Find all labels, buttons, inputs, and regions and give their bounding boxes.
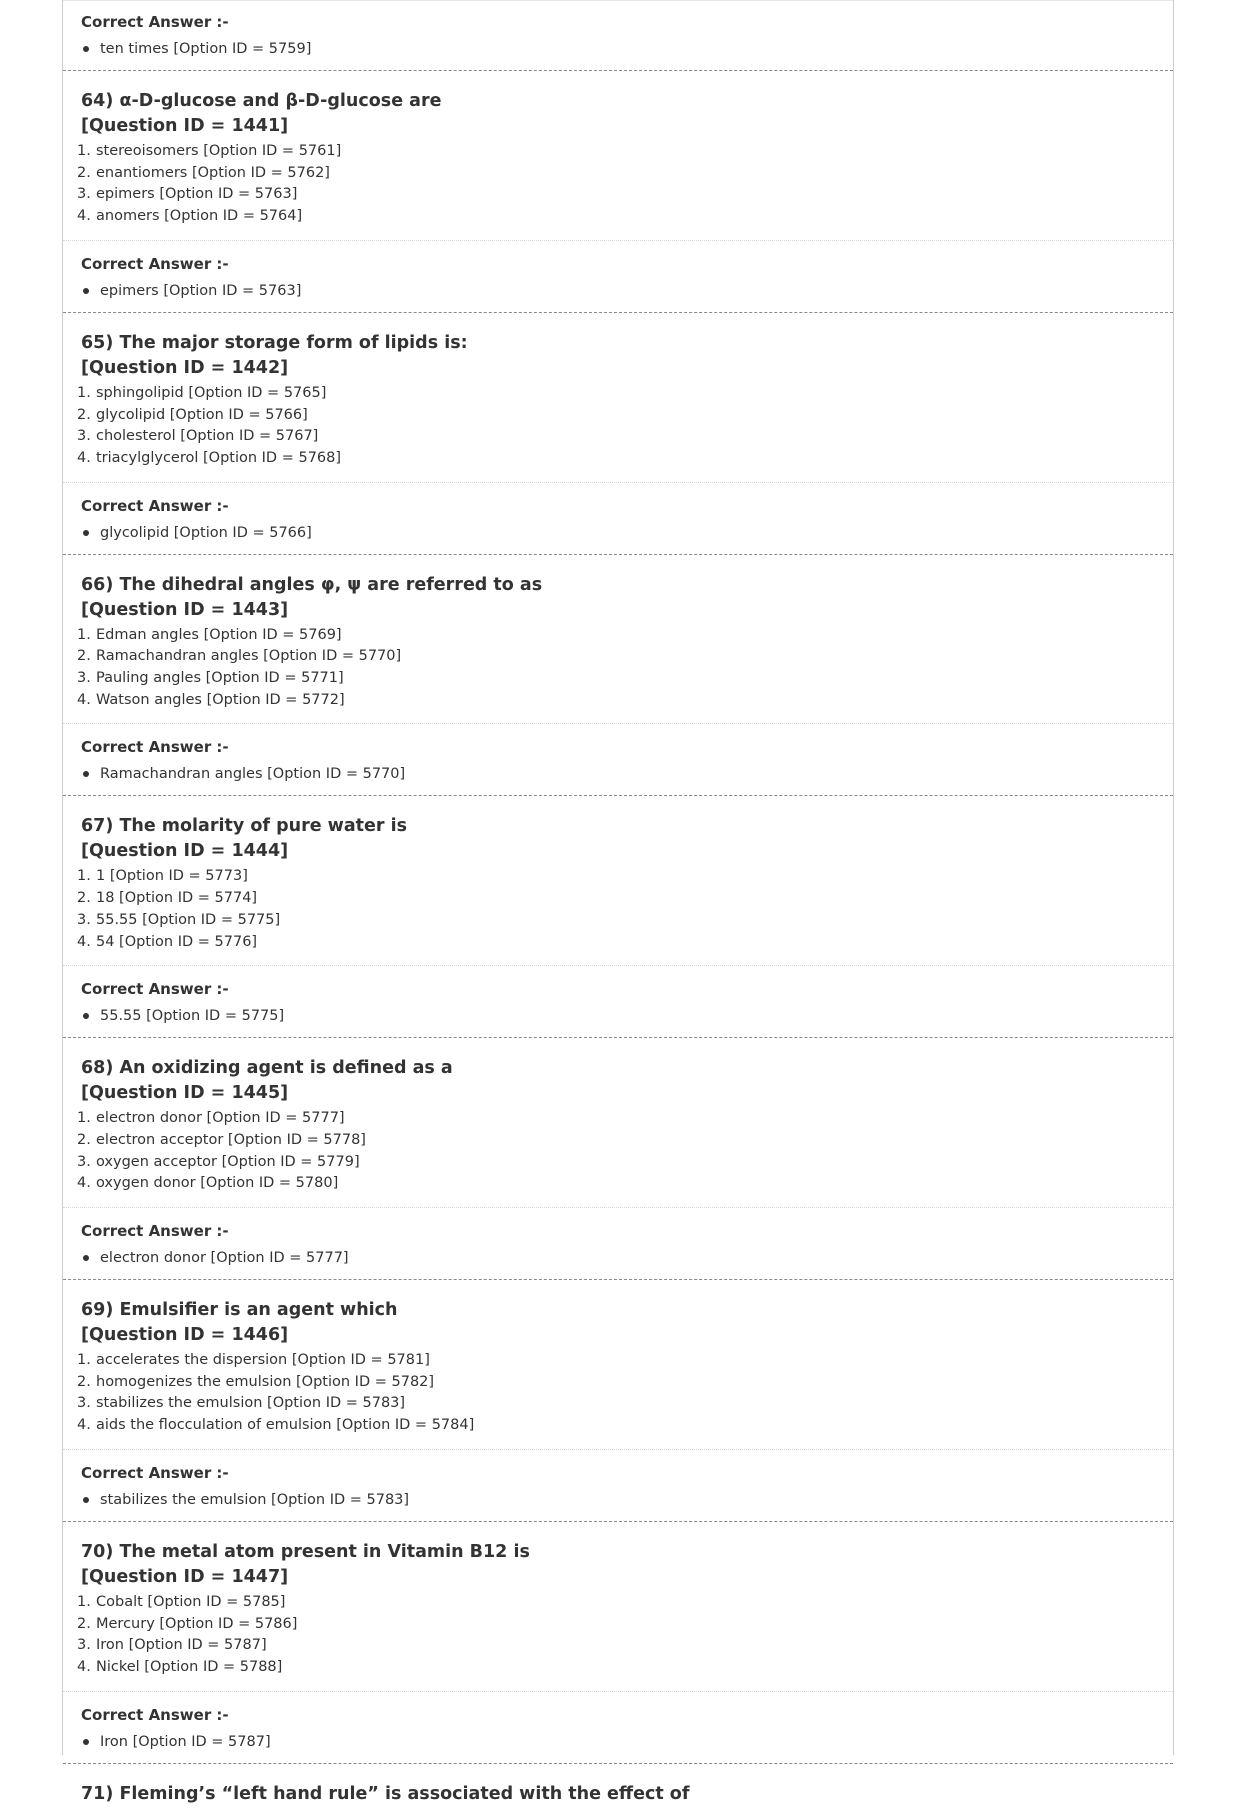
option-number: 2. bbox=[77, 164, 91, 181]
option-item bbox=[63, 668, 1173, 690]
option-number: 4. bbox=[77, 691, 91, 708]
option-item bbox=[63, 866, 1173, 888]
question-id: [Question ID = 1446] bbox=[81, 1325, 289, 1346]
option-number: 3. bbox=[77, 911, 91, 928]
correct-answer-heading: Correct Answer :- bbox=[81, 1705, 229, 1724]
correct-answer-item: stabilizes the emulsion [Option ID = 5783] bbox=[81, 1490, 1155, 1510]
option-number: 1. bbox=[77, 1110, 91, 1127]
question-title: 71) Fleming’s “left hand rule” is associated with the effect of bbox=[81, 1783, 690, 1804]
option-number: 4. bbox=[77, 208, 91, 225]
correct-answer-item: glycolipid [Option ID = 5766] bbox=[81, 523, 1155, 543]
question-block bbox=[63, 555, 1173, 724]
correct-answer-heading: Correct Answer :- bbox=[81, 738, 229, 757]
option-number: 1. bbox=[77, 1352, 91, 1369]
option-number: 1. bbox=[77, 384, 91, 401]
options-list bbox=[63, 1592, 1173, 1679]
option-number: 3. bbox=[77, 670, 91, 687]
option-number: 2. bbox=[77, 648, 91, 665]
correct-answer-list bbox=[81, 1732, 1155, 1752]
question-block bbox=[63, 796, 1173, 965]
option-item bbox=[63, 383, 1173, 405]
correct-answer-section bbox=[63, 0, 1173, 71]
option-number: 4. bbox=[77, 933, 91, 950]
correct-answer-list bbox=[81, 39, 1155, 59]
option-text: Nickel [Option ID = 5788] bbox=[96, 1658, 283, 1675]
correct-answer-item: Ramachandran angles [Option ID = 5770] bbox=[81, 764, 1155, 784]
question-title: 70) The metal atom present in Vitamin B12 is bbox=[81, 1541, 530, 1562]
option-text: electron donor [Option ID = 5777] bbox=[96, 1110, 345, 1127]
option-item bbox=[63, 426, 1173, 448]
option-item bbox=[63, 690, 1173, 712]
option-item bbox=[63, 405, 1173, 427]
correct-answer-heading: Correct Answer :- bbox=[81, 1222, 229, 1241]
question-id: [Question ID = 1441] bbox=[81, 116, 289, 136]
correct-answer-section bbox=[63, 965, 1173, 1038]
correct-answer-item: epimers [Option ID = 5763] bbox=[81, 281, 1155, 301]
option-number: 2. bbox=[77, 1615, 91, 1632]
option-text: Watson angles [Option ID = 5772] bbox=[96, 691, 345, 708]
question-block bbox=[63, 313, 1173, 482]
options-list bbox=[63, 625, 1173, 712]
option-text: Mercury [Option ID = 5786] bbox=[96, 1615, 298, 1632]
option-item bbox=[63, 625, 1173, 647]
question-title: 69) Emulsifier is an agent which bbox=[81, 1300, 398, 1321]
option-number: 4. bbox=[77, 1417, 91, 1434]
options-list bbox=[63, 141, 1173, 228]
option-number: 1. bbox=[77, 868, 91, 885]
question-id: [Question ID = 1442] bbox=[81, 357, 289, 378]
option-item bbox=[63, 1635, 1173, 1657]
option-item bbox=[63, 1592, 1173, 1614]
option-item bbox=[63, 206, 1173, 228]
option-text: sphingolipid [Option ID = 5765] bbox=[96, 384, 327, 401]
option-number: 3. bbox=[77, 186, 91, 203]
correct-answer-heading: Correct Answer :- bbox=[81, 254, 229, 273]
question-block bbox=[63, 1522, 1173, 1691]
option-item bbox=[63, 1173, 1173, 1195]
option-text: cholesterol [Option ID = 5767] bbox=[96, 428, 319, 445]
option-text: anomers [Option ID = 5764] bbox=[96, 208, 303, 225]
option-number: 2. bbox=[77, 890, 91, 907]
option-item bbox=[63, 184, 1173, 206]
option-item bbox=[63, 1350, 1173, 1372]
option-number: 2. bbox=[77, 1131, 91, 1148]
option-text: stabilizes the emulsion [Option ID = 5783] bbox=[96, 1395, 406, 1412]
option-number: 4. bbox=[77, 1175, 91, 1192]
option-item bbox=[63, 910, 1173, 932]
option-text: homogenizes the emulsion [Option ID = 5782] bbox=[96, 1373, 435, 1390]
correct-answer-section bbox=[63, 482, 1173, 555]
option-text: enantiomers [Option ID = 5762] bbox=[96, 164, 330, 181]
option-text: Ramachandran angles [Option ID = 5770] bbox=[96, 648, 402, 665]
option-item bbox=[63, 448, 1173, 470]
option-text: Pauling angles [Option ID = 5771] bbox=[96, 670, 344, 687]
option-text: glycolipid [Option ID = 5766] bbox=[96, 406, 308, 423]
option-item bbox=[63, 163, 1173, 185]
question-title: 64) α-D-glucose and β-D-glucose are bbox=[81, 91, 442, 111]
option-number: 1. bbox=[77, 626, 91, 643]
option-text: 18 [Option ID = 5774] bbox=[96, 890, 258, 907]
correct-answer-heading: Correct Answer :- bbox=[81, 496, 229, 515]
options-list bbox=[63, 383, 1173, 470]
question-block bbox=[63, 1038, 1173, 1207]
option-number: 2. bbox=[77, 1373, 91, 1390]
correct-answer-item: 55.55 [Option ID = 5775] bbox=[81, 1006, 1155, 1026]
option-text: accelerates the dispersion [Option ID = 5781] bbox=[96, 1352, 430, 1369]
questions-list bbox=[63, 71, 1173, 1764]
option-number: 1. bbox=[77, 1593, 91, 1610]
option-text: oxygen donor [Option ID = 5780] bbox=[96, 1175, 339, 1192]
option-number: 4. bbox=[77, 449, 91, 466]
question-block-71 bbox=[63, 1764, 1173, 1819]
option-text: Edman angles [Option ID = 5769] bbox=[96, 626, 342, 643]
correct-answer-section bbox=[63, 240, 1173, 313]
question-block bbox=[63, 71, 1173, 240]
option-item bbox=[63, 1393, 1173, 1415]
option-item bbox=[63, 646, 1173, 668]
option-text: Cobalt [Option ID = 5785] bbox=[96, 1593, 286, 1610]
question-id: [Question ID = 1447] bbox=[81, 1566, 289, 1587]
correct-answer-section bbox=[63, 1691, 1173, 1764]
option-item bbox=[63, 1657, 1173, 1679]
correct-answer-list bbox=[81, 1006, 1155, 1026]
correct-answer-heading: Correct Answer :- bbox=[81, 13, 229, 31]
correct-answer-item: ten times [Option ID = 5759] bbox=[81, 39, 1155, 59]
option-text: electron acceptor [Option ID = 5778] bbox=[96, 1131, 366, 1148]
option-text: aids the flocculation of emulsion [Option ID = 5784] bbox=[96, 1417, 475, 1434]
options-list bbox=[63, 1350, 1173, 1437]
option-text: stereoisomers [Option ID = 5761] bbox=[96, 143, 342, 159]
question-paper-sheet bbox=[62, 0, 1174, 1804]
option-text: 54 [Option ID = 5776] bbox=[96, 933, 258, 950]
question-title: 67) The molarity of pure water is bbox=[81, 816, 408, 837]
option-item bbox=[63, 1415, 1173, 1437]
question-id: [Question ID = 1445] bbox=[81, 1083, 289, 1104]
option-text: epimers [Option ID = 5763] bbox=[96, 186, 298, 203]
option-number: 3. bbox=[77, 1395, 91, 1412]
correct-answer-list bbox=[81, 764, 1155, 784]
correct-answer-list bbox=[81, 523, 1155, 543]
option-number: 2. bbox=[77, 406, 91, 423]
option-item bbox=[63, 932, 1173, 954]
option-item bbox=[63, 1372, 1173, 1394]
option-number: 3. bbox=[77, 1637, 91, 1654]
correct-answer-item: electron donor [Option ID = 5777] bbox=[81, 1248, 1155, 1268]
correct-answer-item: Iron [Option ID = 5787] bbox=[81, 1732, 1155, 1752]
option-item bbox=[63, 1152, 1173, 1174]
option-item bbox=[63, 1130, 1173, 1152]
correct-answer-heading: Correct Answer :- bbox=[81, 1463, 229, 1482]
option-text: oxygen acceptor [Option ID = 5779] bbox=[96, 1153, 360, 1170]
correct-answer-section bbox=[63, 1207, 1173, 1280]
correct-answer-section bbox=[63, 1449, 1173, 1522]
question-block bbox=[63, 1280, 1173, 1449]
option-text: Iron [Option ID = 5787] bbox=[96, 1637, 267, 1654]
option-item bbox=[63, 888, 1173, 910]
option-number: 4. bbox=[77, 1658, 91, 1675]
option-text: 55.55 [Option ID = 5775] bbox=[96, 911, 281, 928]
option-number: 3. bbox=[77, 1153, 91, 1170]
question-title: 68) An oxidizing agent is defined as a bbox=[81, 1058, 453, 1079]
correct-answer-section bbox=[63, 723, 1173, 796]
options-list bbox=[63, 866, 1173, 953]
option-item bbox=[63, 1614, 1173, 1636]
question-title: 66) The dihedral angles φ, ψ are referred to as bbox=[81, 574, 543, 595]
correct-answer-list bbox=[81, 1490, 1155, 1510]
correct-answer-list bbox=[81, 281, 1155, 301]
option-text: triacylglycerol [Option ID = 5768] bbox=[96, 449, 342, 466]
question-title: 65) The major storage form of lipids is: bbox=[81, 332, 468, 353]
correct-answer-heading: Correct Answer :- bbox=[81, 980, 229, 999]
option-item bbox=[63, 141, 1173, 163]
option-item bbox=[63, 1108, 1173, 1130]
correct-answer-list bbox=[81, 1248, 1155, 1268]
option-text: 1 [Option ID = 5773] bbox=[96, 868, 248, 885]
options-list bbox=[63, 1108, 1173, 1195]
question-id: [Question ID = 1443] bbox=[81, 599, 289, 620]
option-number: 1. bbox=[77, 143, 91, 159]
option-number: 3. bbox=[77, 428, 91, 445]
question-id: [Question ID = 1444] bbox=[81, 841, 289, 862]
